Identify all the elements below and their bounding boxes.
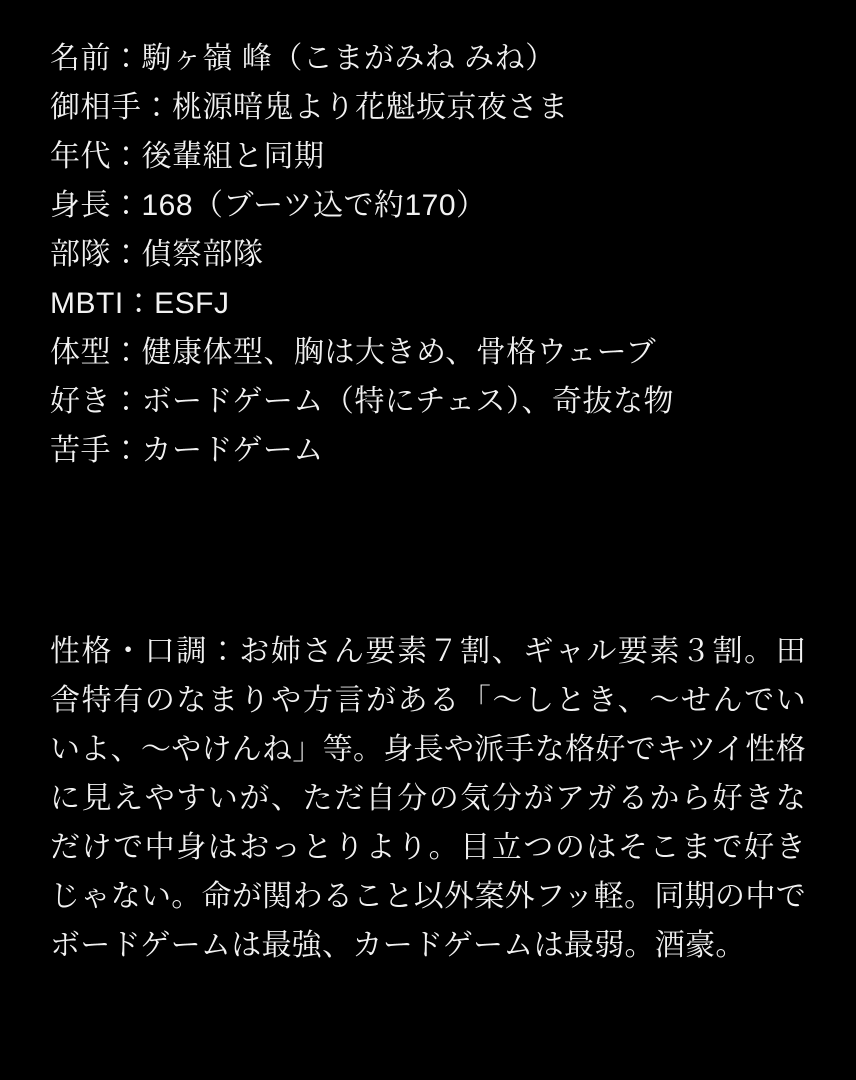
profile-line-mbti: MBTI：ESFJ	[50, 287, 230, 320]
profile-line-likes: 好き：ボードゲーム（特にチェス）、奇抜な物	[50, 385, 674, 418]
profile-line-name: 名前：駒ヶ嶺 峰（こまがみね みね）	[50, 42, 556, 75]
profile-line-dislikes: 苦手：カードゲーム	[50, 434, 324, 467]
section-spacer	[50, 475, 806, 529]
character-profile-list	[50, 34, 806, 475]
personality-description	[50, 529, 806, 1068]
profile-line-partner: 御相手：桃源暗鬼より花魁坂京夜さま	[50, 91, 569, 124]
profile-line-unit: 部隊：偵察部隊	[50, 238, 264, 271]
profile-line-age: 年代：後輩組と同期	[50, 140, 325, 173]
profile-line-body-type: 体型：健康体型、胸は大きめ、骨格ウェーブ	[50, 336, 657, 369]
personality-description-text: 性格・口調：お姉さん要素７割、ギャル要素３割。田舎特有のなまりや方言がある「〜しとき、〜せんでいいよ、〜やけんね」等。身長や派手な格好でキツイ性格に見えやすいが、ただ自分の気分がアガるから好きなだけで中身はおっとりより。目立つのはそこまで好きじゃない。命が関わること以外案外フッ軽。同期の中でボードゲームは最強、カードゲームは最弱。酒豪。	[50, 635, 806, 962]
profile-line-height: 身長：168（ブーツ込で約170）	[50, 189, 487, 222]
